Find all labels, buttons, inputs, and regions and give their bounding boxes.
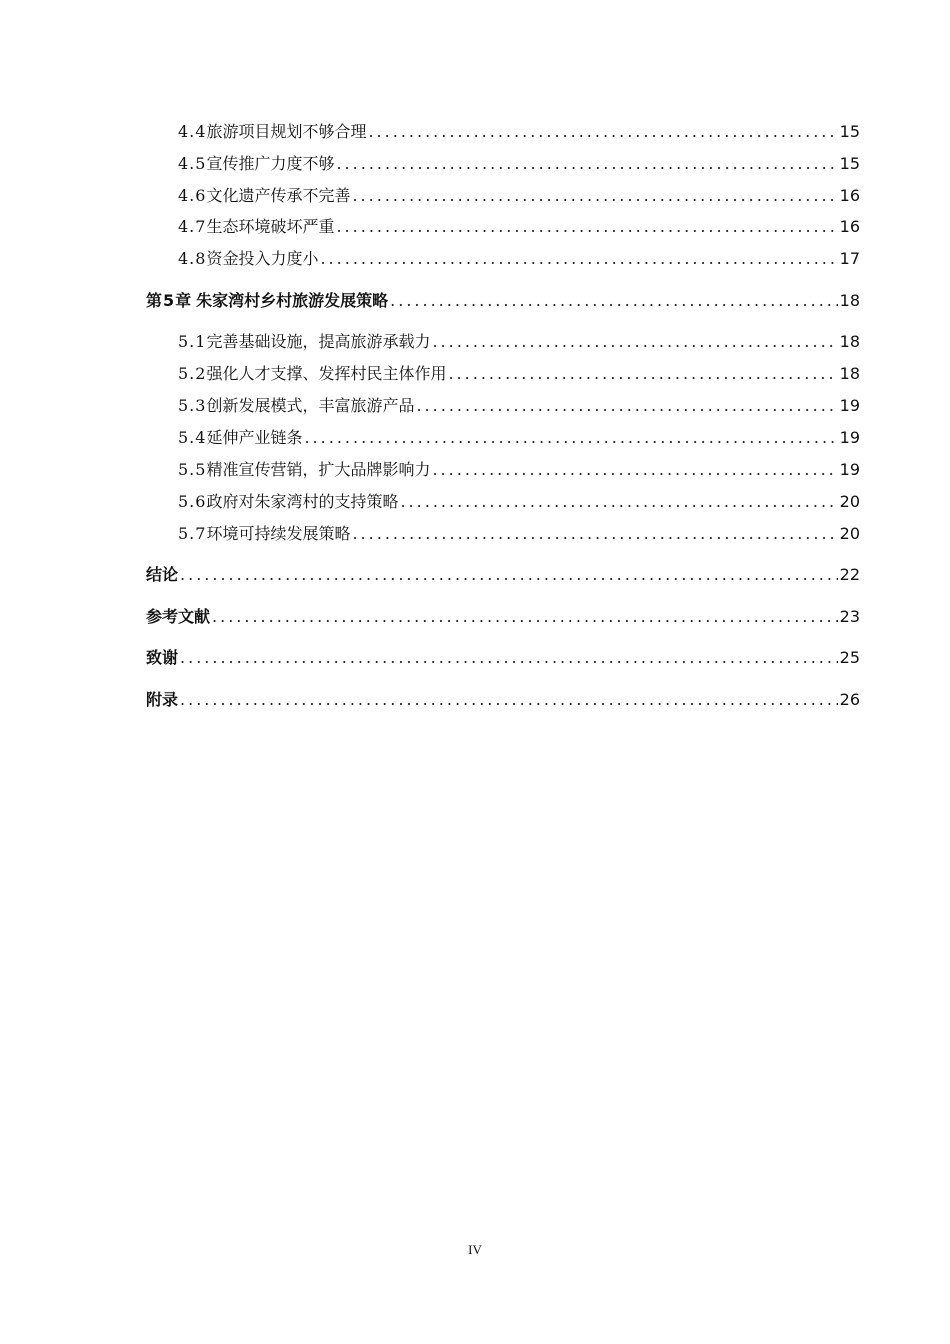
toc-entry-page: 20 bbox=[839, 524, 860, 543]
toc-entry-number: 5.6 bbox=[178, 492, 207, 511]
toc-entry-number: 5.2 bbox=[178, 364, 207, 383]
toc-entry-number: 5.5 bbox=[178, 460, 207, 479]
toc-entry-page: 22 bbox=[839, 565, 860, 584]
toc-entry-4-8[interactable] bbox=[178, 246, 860, 272]
toc-entry-number: 5.7 bbox=[178, 524, 207, 543]
toc-entry-5-6[interactable] bbox=[178, 489, 860, 515]
toc-entry-title: 完善基础设施，提高旅游承载力 bbox=[206, 332, 431, 351]
toc-entry-4-6[interactable] bbox=[178, 183, 860, 209]
toc-entry-4-5[interactable] bbox=[178, 151, 860, 177]
toc-entry-4-7[interactable] bbox=[178, 214, 860, 240]
toc-dot-leader bbox=[368, 119, 837, 145]
toc-dot-leader bbox=[400, 489, 837, 515]
toc-entry-title: 宣传推广力度不够 bbox=[206, 154, 335, 173]
toc-entry-page: 16 bbox=[839, 217, 860, 236]
toc-entry-references[interactable] bbox=[146, 604, 860, 630]
toc-dot-leader bbox=[390, 288, 837, 314]
toc-chapter-title: 结论 bbox=[146, 565, 179, 584]
toc-entry-number: 4.8 bbox=[178, 249, 207, 268]
toc-entry-page: 19 bbox=[839, 428, 860, 447]
toc-entry-5-2[interactable] bbox=[178, 361, 860, 387]
toc-dot-leader bbox=[432, 457, 837, 483]
toc-entry-page: 20 bbox=[839, 492, 860, 511]
toc-entry-5-7[interactable] bbox=[178, 521, 860, 547]
toc-dot-leader bbox=[212, 604, 838, 630]
toc-entry-page: 18 bbox=[839, 291, 860, 310]
toc-entry-page: 16 bbox=[839, 186, 860, 205]
toc-dot-leader bbox=[352, 183, 837, 209]
toc-entry-page: 19 bbox=[839, 460, 860, 479]
toc-entry-title: 环境可持续发展策略 bbox=[206, 524, 351, 543]
toc-entry-number: 4.5 bbox=[178, 154, 207, 173]
toc-entry-title: 政府对朱家湾村的支持策略 bbox=[206, 492, 399, 511]
toc-entry-title: 延伸产业链条 bbox=[206, 428, 303, 447]
toc-entry-page: 15 bbox=[839, 122, 860, 141]
toc-entry-4-4[interactable] bbox=[178, 119, 860, 145]
toc-dot-leader bbox=[432, 329, 837, 355]
toc-dot-leader bbox=[416, 393, 837, 419]
toc-entry-title: 创新发展模式，丰富旅游产品 bbox=[206, 396, 415, 415]
toc-entry-title: 文化遗产传承不完善 bbox=[206, 186, 351, 205]
toc-entry-title: 旅游项目规划不够合理 bbox=[206, 122, 367, 141]
toc-entry-page: 26 bbox=[839, 690, 860, 709]
toc-chapter-5[interactable] bbox=[146, 288, 860, 314]
toc-entry-5-4[interactable] bbox=[178, 425, 860, 451]
toc-chapter-title: 附录 bbox=[146, 690, 179, 709]
toc-entry-title: 生态环境破坏严重 bbox=[206, 217, 335, 236]
toc-entry-number: 5.4 bbox=[178, 428, 207, 447]
toc-entry-5-3[interactable] bbox=[178, 393, 860, 419]
toc-entry-5-1[interactable] bbox=[178, 329, 860, 355]
toc-chapter-title: 朱家湾村乡村旅游发展策略 bbox=[196, 291, 389, 310]
toc-entry-number: 4.6 bbox=[178, 186, 207, 205]
toc-dot-leader bbox=[180, 562, 838, 588]
toc-entry-page: 18 bbox=[839, 364, 860, 383]
toc-entry-title: 精准宣传营销，扩大品牌影响力 bbox=[206, 460, 431, 479]
toc-entry-5-5[interactable] bbox=[178, 457, 860, 483]
toc-entry-page: 15 bbox=[839, 154, 860, 173]
toc-chapter-title: 致谢 bbox=[146, 648, 179, 667]
toc-entry-number: 5.3 bbox=[178, 396, 207, 415]
toc-entry-page: 18 bbox=[839, 332, 860, 351]
toc-entry-conclusion[interactable] bbox=[146, 562, 860, 588]
toc-dot-leader bbox=[336, 214, 837, 240]
toc-entry-appendix[interactable] bbox=[146, 687, 860, 713]
toc-dot-leader bbox=[180, 645, 838, 671]
toc-entry-title: 强化人才支撑、发挥村民主体作用 bbox=[206, 364, 447, 383]
toc-chapter-number: 第5章 bbox=[146, 291, 193, 310]
toc-dot-leader bbox=[448, 361, 837, 387]
toc-entry-number: 4.7 bbox=[178, 217, 207, 236]
toc-entry-title: 资金投入力度小 bbox=[206, 249, 319, 268]
toc-entry-page: 25 bbox=[839, 648, 860, 667]
toc-dot-leader bbox=[320, 246, 837, 272]
toc-entry-acknowledgements[interactable] bbox=[146, 645, 860, 671]
toc-dot-leader bbox=[336, 151, 837, 177]
toc-dot-leader bbox=[352, 521, 837, 547]
toc-entry-number: 5.1 bbox=[178, 332, 207, 351]
toc-entry-page: 19 bbox=[839, 396, 860, 415]
toc-entry-number: 4.4 bbox=[178, 122, 207, 141]
toc-dot-leader bbox=[304, 425, 837, 451]
toc-entry-page: 17 bbox=[839, 249, 860, 268]
toc-chapter-title: 参考文献 bbox=[146, 607, 211, 626]
toc-dot-leader bbox=[180, 687, 838, 713]
page-number: IV bbox=[468, 1242, 482, 1257]
toc-entry-page: 23 bbox=[839, 607, 860, 626]
